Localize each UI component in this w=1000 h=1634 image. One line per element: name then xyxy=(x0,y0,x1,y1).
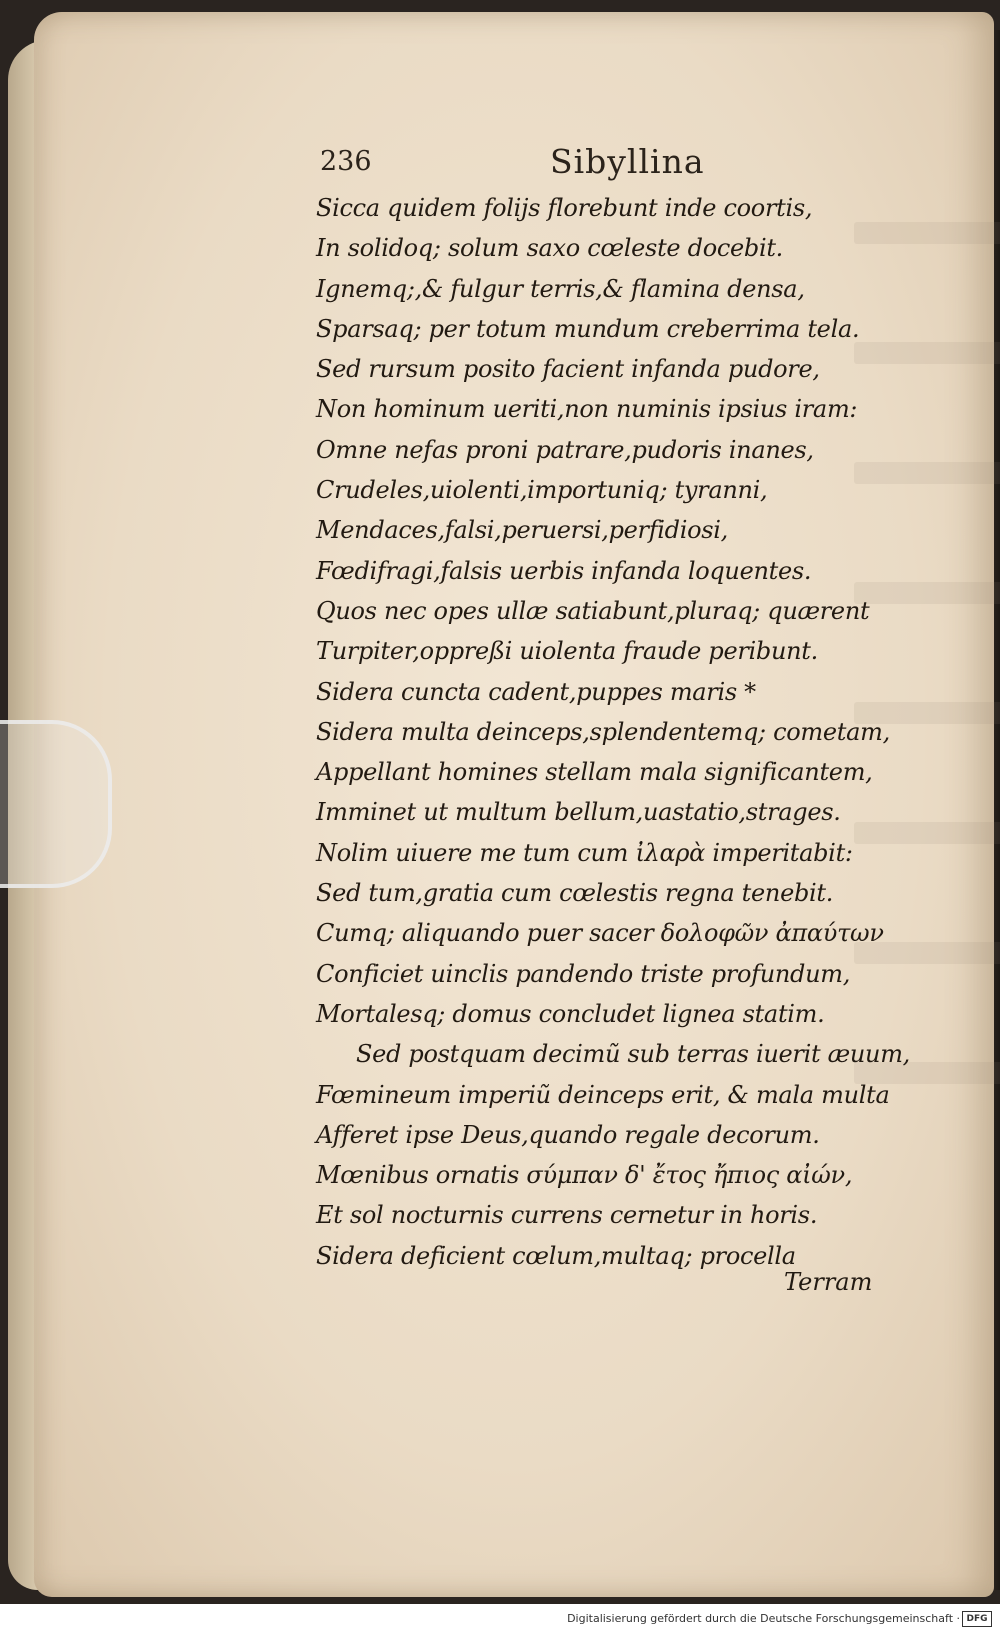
verse-line: Nolim uiuere me tum cum ἰλαρὰ imperitabit: xyxy=(316,838,853,867)
verse-line: Ignemq;,& fulgur terris,& flamina densa, xyxy=(316,274,805,303)
verse-line: Mendaces,falsi,peruersi,perfidiosi, xyxy=(316,516,728,545)
catchword: Terram xyxy=(784,1268,873,1296)
verse-line: Fœdifragi,falsis uerbis infanda loquentes. xyxy=(316,556,812,585)
verse-line: In solidoq; solum saxo cœleste docebit. xyxy=(316,234,784,263)
verse-line: Sidera deficient cœlum,multaq; procella xyxy=(316,1241,796,1270)
verse-line: Afferet ipse Deus,quando regale decorum. xyxy=(316,1120,820,1149)
verse-line: Crudeles,uiolenti,importuniq; tyranni, xyxy=(316,476,768,505)
verse-line: Appellant homines stellam mala significantem, xyxy=(316,758,873,787)
digitization-footer xyxy=(0,1604,1000,1634)
verse-line: Non hominum ueriti,non numinis ipsius iram: xyxy=(316,395,858,424)
verse-line: Imminet ut multum bellum,uastatio,strages. xyxy=(316,798,841,827)
verse-line: Sed postquam decimũ sub terras iuerit æuum, xyxy=(356,1040,910,1069)
verse-line: Et sol nocturnis currens cernetur in horis. xyxy=(316,1201,818,1230)
running-head: Sibyllina xyxy=(550,142,705,181)
dfg-logo: DFG xyxy=(962,1611,992,1627)
verse-line: Conficiet uinclis pandendo triste profundum, xyxy=(316,959,851,988)
verse-block xyxy=(316,188,910,1276)
verse-line: Mortalesq; domus concludet lignea statim. xyxy=(316,999,825,1028)
page-clip xyxy=(0,720,112,888)
funding-credit: Digitalisierung gefördert durch die Deutsche Forschungsgemeinschaft · xyxy=(567,1612,960,1625)
verse-line: Sidera multa deinceps,splendentemq; cometam, xyxy=(316,717,890,746)
verse-line: Sed rursum posito facient infanda pudore, xyxy=(316,355,820,384)
page-number: 236 xyxy=(320,146,372,177)
verse-line: Sparsaq; per totum mundum creberrima tela. xyxy=(316,314,860,343)
verse-line: Cumq; aliquando puer sacer δολοφῶν ἀπαύτων xyxy=(316,919,884,948)
verse-line: Fœmineum imperiũ deinceps erit, & mala multa xyxy=(316,1080,890,1109)
verse-line: Quos nec opes ullæ satiabunt,pluraq; quærent xyxy=(316,596,870,625)
verse-line: Sicca quidem folijs florebunt inde coortis, xyxy=(316,194,813,222)
verse-line: Mœnibus ornatis σύμπαν δ' ἔτος ἤπιος αἰών, xyxy=(316,1161,853,1190)
verse-line: Sidera cuncta cadent,puppes maris * xyxy=(316,677,756,706)
verse-line: Sed tum,gratia cum cœlestis regna tenebit. xyxy=(316,879,834,908)
verse-line: Omne nefas proni patrare,pudoris inanes, xyxy=(316,435,814,464)
page-header xyxy=(320,142,760,186)
verse-line: Turpiter,oppreßi uiolenta fraude peribunt. xyxy=(316,637,818,666)
